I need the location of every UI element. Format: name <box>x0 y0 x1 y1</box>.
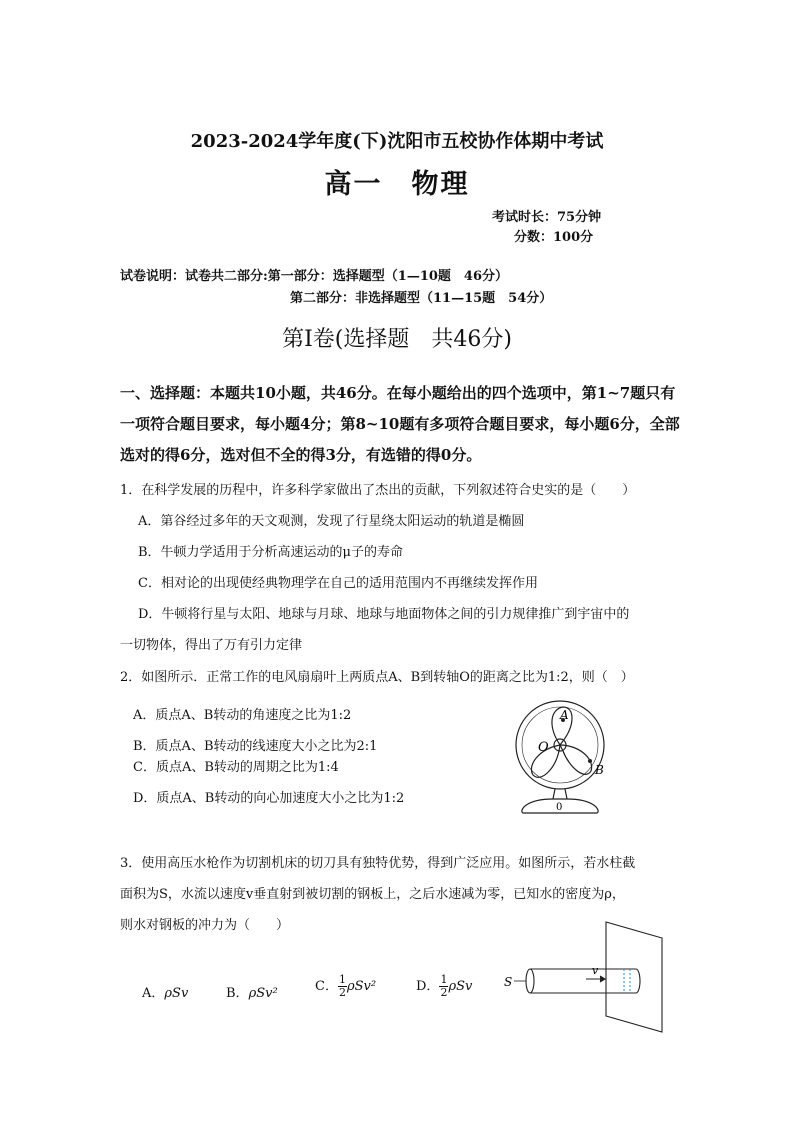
q1-option-d: D．牛顿将行星与太阳、地球与月球、地球与地面物体之间的引力规律推广到宇宙中的 <box>138 607 630 622</box>
label-b: B <box>595 763 604 777</box>
q3-option-c-expr: ρSv² <box>346 979 377 994</box>
exam-score: 分数：100分 <box>514 230 594 245</box>
label-a: A <box>560 708 569 722</box>
q3-option-b <box>226 982 278 1001</box>
q3-option-c-label: C． <box>315 979 338 994</box>
q3-option-a-label: A． <box>142 986 165 1001</box>
q2-option-d: D．质点A、B转动的向心加速度大小之比为1:2 <box>133 791 405 806</box>
label-o: O <box>538 740 549 755</box>
q3-option-d <box>416 974 472 999</box>
q3-option-c-denominator: 2 <box>338 986 346 999</box>
q2-option-a: A．质点A、B转动的角速度之比为1:2 <box>133 708 352 723</box>
label-s: S <box>504 975 513 989</box>
electric-fan-figure <box>505 695 615 817</box>
instructions-line1: 试卷说明：试卷共二部分:第一部分：选择题型（1—10题 46分） <box>120 269 509 284</box>
q3-option-c-fraction <box>338 974 347 999</box>
q3-stem-line3: 则水对钢板的冲力为（ ） <box>120 918 290 933</box>
point-b <box>588 759 592 763</box>
q3-option-b-expr: ρSv² <box>248 986 278 1001</box>
exam-duration: 考试时长：75分钟 <box>492 210 602 225</box>
subject-title: 高一 物理 <box>324 169 470 200</box>
q3-option-d-numerator: 1 <box>440 973 448 986</box>
q3-stem-line2: 面积为S，水流以速度v垂直射到被切割的钢板上，之后水速减为零，已知水的密度为ρ， <box>120 887 625 902</box>
q2-option-b: B．质点A、B转动的线速度大小之比为2:1 <box>133 739 378 754</box>
instructions-line2: 第二部分：非选择题型（11—15题 54分） <box>290 291 553 306</box>
steel-plate <box>606 922 662 1032</box>
q3-option-d-denominator: 2 <box>440 986 448 999</box>
label-base-knob: 0 <box>556 802 563 813</box>
q3-stem-line1: 3．使用高压水枪作为切割机床的切刀具有独特优势，得到广泛应用。如图所示，若水柱截 <box>120 856 636 871</box>
section-intro: 一、选择题：本题共10小题，共46分。在每小题给出的四个选项中，第1~7题只有一项符合题目要求，每小题4分；第8~10题有多项符合题目要求，每小题6分，全部选对的得6分，选对但不全的得3分，有选错的得0分。 <box>120 384 680 464</box>
q1-option-d-continued: 一切物体，得出了万有引力定律 <box>120 638 303 653</box>
water-column-end <box>526 969 534 993</box>
q3-option-c <box>315 974 376 999</box>
q1-option-a: A．第谷经过多年的天文观测，发现了行星绕太阳运动的轨道是椭圆 <box>138 514 525 529</box>
q3-option-a <box>142 982 188 1001</box>
water-jet-figure <box>500 918 670 1036</box>
q2-option-c: C．质点A、B转动的周期之比为1:4 <box>133 760 339 775</box>
exam-title: 2023-2024学年度(下)沈阳市五校协作体期中考试 <box>190 131 604 152</box>
q3-option-a-expr: ρSv <box>164 986 189 1001</box>
q3-option-d-label: D． <box>416 979 440 994</box>
q1-stem: 1．在科学发展的历程中，许多科学家做出了杰出的贡献，下列叙述符合史实的是（ ） <box>120 483 636 498</box>
q3-option-b-label: B． <box>226 986 249 1001</box>
q3-option-c-numerator: 1 <box>338 973 346 986</box>
q1-option-c: C．相对论的出现使经典物理学在自己的适用范围内不再继续发挥作用 <box>138 576 538 591</box>
label-v: v <box>592 964 599 977</box>
q2-stem: 2．如图所示．正常工作的电风扇扇叶上两质点A、B到转轴O的距离之比为1:2，则（ ） <box>120 670 634 685</box>
section-title: 第Ⅰ卷(选择题 共46分) <box>282 327 512 352</box>
q1-option-b: B．牛顿力学适用于分析高速运动的μ子的寿命 <box>138 545 404 560</box>
q3-option-d-expr: ρSv <box>448 979 473 994</box>
